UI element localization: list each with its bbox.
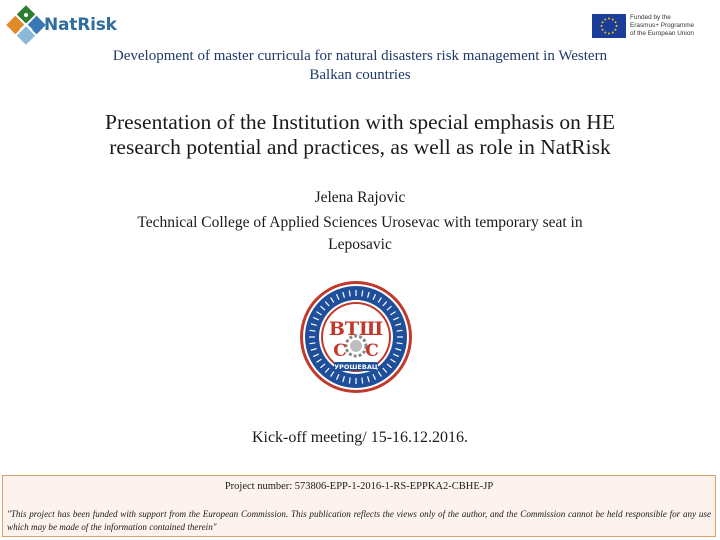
eu-star-icon xyxy=(615,21,617,23)
eu-flag-icon xyxy=(592,14,626,38)
eu-star-icon xyxy=(608,33,610,35)
eu-funding-badge xyxy=(592,14,718,40)
eu-star-icon xyxy=(612,19,614,21)
eu-funding-line: of the European Union xyxy=(630,30,694,38)
eu-star-icon xyxy=(602,29,604,31)
presentation-title xyxy=(40,110,680,160)
project-subtitle xyxy=(60,47,660,85)
seal-ring-mark xyxy=(362,290,363,296)
seal-monogram-top: ВТШ xyxy=(328,318,384,340)
seal-ribbon-text: УРОШЕВАЦ xyxy=(334,363,378,371)
eu-disclaimer: "This project has been funded with support from the European Commission. This publication reflects the views only of the author, and the Commission cannot be held responsible for any use which may be made of the information contained therein" xyxy=(7,509,711,532)
subtitle-line: Balkan countries xyxy=(309,67,411,83)
eu-star-icon xyxy=(604,32,606,34)
institution-name xyxy=(70,212,650,256)
seal-ring-mark xyxy=(397,343,403,344)
seal-ring-mark xyxy=(397,330,403,331)
footer-box xyxy=(2,475,716,537)
natrisk-wordmark: NatRisk xyxy=(44,15,117,35)
event-line: Kick-off meeting/ 15-16.12.2016. xyxy=(251,429,469,446)
eu-star-icon xyxy=(616,25,618,27)
title-line: research potential and practices, as well as role in NatRisk xyxy=(109,135,611,159)
natrisk-logo xyxy=(4,4,117,46)
eu-star-icon xyxy=(602,21,604,23)
college-seal-logo xyxy=(299,280,413,394)
eu-star-icon xyxy=(601,25,603,27)
author-name: Jelena Rajovic xyxy=(314,189,406,206)
natrisk-diamond-icon xyxy=(4,4,48,46)
institution-line: Leposavic xyxy=(328,236,392,253)
project-number: Project number: 573806-EPP-1-2016-1-RS-EPPKA2-CBHE-JP xyxy=(224,481,494,492)
eu-funding-line: Funded by the xyxy=(630,14,671,21)
seal-ring-mark xyxy=(362,378,363,384)
eu-star-icon xyxy=(615,29,617,31)
eu-funding-text xyxy=(630,14,694,39)
institution-line: Technical College of Applied Sciences Urosevac with temporary seat in xyxy=(137,214,583,231)
title-line: Presentation of the Institution with special emphasis on HE xyxy=(105,110,615,134)
eu-funding-line: Erasmus+ Programme xyxy=(630,22,695,30)
subtitle-line: Development of master curricula for natural disasters risk management in Western xyxy=(112,48,608,64)
seal-ring-mark xyxy=(349,378,350,384)
eu-star-icon xyxy=(604,19,606,21)
eu-star-icon xyxy=(612,32,614,34)
seal-ring-mark xyxy=(349,290,350,296)
seal-monogram-left: С xyxy=(333,341,347,361)
seal-ring-mark xyxy=(309,343,315,344)
eu-star-icon xyxy=(608,18,610,20)
seal-ring-mark xyxy=(309,330,315,331)
seal-monogram-right: С xyxy=(365,341,379,361)
